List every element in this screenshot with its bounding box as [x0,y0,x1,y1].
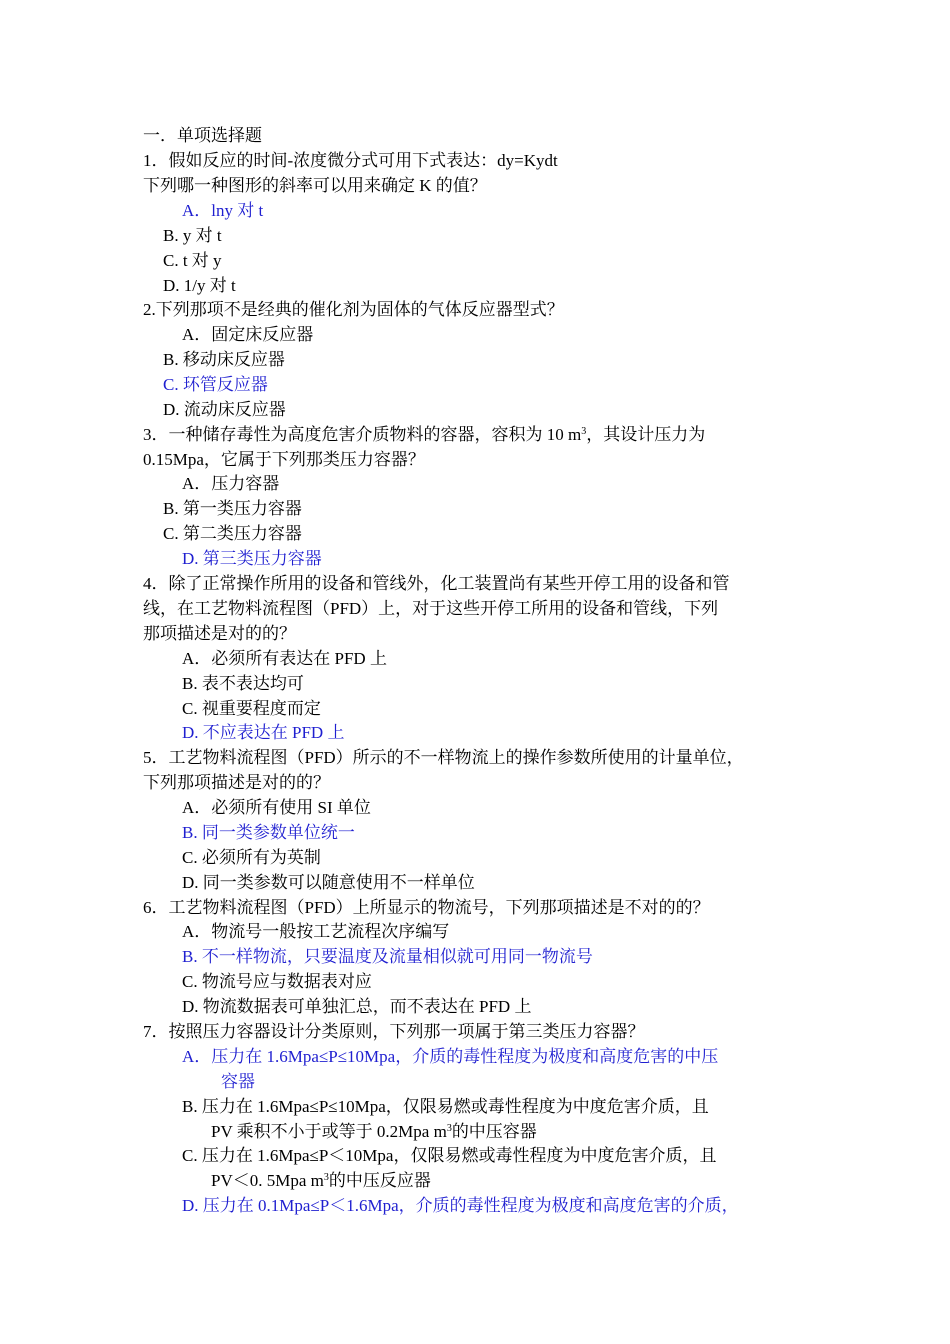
question-5-option-b: B. 同一类参数单位统一 [182,823,355,842]
question-6-option-d: D. 物流数据表可单独汇总，而不表达在 PFD 上 [182,997,532,1016]
question-1-stem-cont: 下列哪一种图形的斜率可以用来确定 K 的值？ [143,176,487,195]
question-3-option-a: A．压力容器 [182,474,280,493]
question-5-option-a: A．必须所有使用 SI 单位 [182,798,371,817]
question-7-option-a: A．压力在 1.6Mpa≤P≤10Mpa，介质的毒性程度为极度和高度危害的中压 [182,1047,719,1066]
question-4-stem-cont: 线，在工艺物料流程图（PFD）上，对于这些开停工所用的设备和管线，下列 [143,599,719,618]
section-title: 一．单项选择题 [143,126,262,145]
question-4-stem-cont: 那项描述是对的的？ [143,624,296,643]
question-7-option-d: D. 压力在 0.1Mpa≤P＜1.6Mpa，介质的毒性程度为极度和高度危害的介质， [182,1196,739,1215]
question-3-option-c: C. 第二类压力容器 [163,524,302,543]
question-4-option-c: C. 视重要程度而定 [182,699,321,718]
question-2-stem: 2.下列那项不是经典的催化剂为固体的气体反应器型式？ [143,300,564,319]
question-7-option-c: C. 压力在 1.6Mpa≤P＜10Mpa，仅限易燃或毒性程度为中度危害介质，且 [182,1146,717,1165]
question-4-option-b: B. 表不表达均可 [182,674,304,693]
question-1-option-b: B. y 对 t [163,226,222,245]
question-5-option-c: C. 必须所有为英制 [182,848,321,867]
question-3-stem: 3．一种储存毒性为高度危害介质物料的容器，容积为 10 $m^3$，其设计压力为 [143,425,706,444]
question-4-stem: 4．除了正常操作所用的设备和管线外，化工装置尚有某些开停工用的设备和管 [143,574,730,593]
question-3-option-b: B. 第一类压力容器 [163,499,302,518]
question-1-option-a: A．lny 对 t [182,201,264,220]
question-5-stem: 5．工艺物料流程图（PFD）所示的不一样物流上的操作参数所使用的计量单位， [143,748,744,767]
question-3-stem-cont: 0.15Mpa，它属于下列那类压力容器？ [143,450,425,469]
question-2-option-d: D. 流动床反应器 [163,400,286,419]
question-4-option-a: A．必须所有表达在 PFD 上 [182,649,387,668]
question-1-option-d: D. 1/y 对 t [163,276,236,295]
question-6-option-a: A．物流号一般按工艺流程次序编写 [182,922,450,941]
question-2-option-a: A．固定床反应器 [182,325,314,344]
question-2-option-c: C. 环管反应器 [163,375,268,394]
question-6-option-b: B. 不一样物流，只要温度及流量相似就可用同一物流号 [182,947,593,966]
question-1-option-c: C. t 对 y [163,251,222,270]
question-7-option-c-cont: PV＜0. 5Mpa $m^3$的中压反应器 [211,1171,431,1190]
question-7-option-a-cont: 容器 [221,1072,255,1091]
question-7-option-b-cont: PV 乘积不小于或等于 0.2Mpa $m^3$的中压容器 [211,1122,537,1141]
question-1-stem: 1．假如反应的时间-浓度微分式可用下式表达：dy=Kydt [143,151,558,170]
question-7-stem: 7．按照压力容器设计分类原则，下列那一项属于第三类压力容器？ [143,1022,645,1041]
question-5-stem-cont: 下列那项描述是对的的？ [143,773,330,792]
question-6-option-c: C. 物流号应与数据表对应 [182,972,372,991]
question-7-option-b: B. 压力在 1.6Mpa≤P≤10Mpa，仅限易燃或毒性程度为中度危害介质，且 [182,1097,709,1116]
question-5-option-d: D. 同一类参数可以随意使用不一样单位 [182,873,475,892]
question-6-stem: 6．工艺物料流程图（PFD）上所显示的物流号，下列那项描述是不对的的？ [143,898,710,917]
question-2-option-b: B. 移动床反应器 [163,350,285,369]
question-3-option-d: D. 第三类压力容器 [182,549,322,568]
question-4-option-d: D. 不应表达在 PFD 上 [182,723,345,742]
